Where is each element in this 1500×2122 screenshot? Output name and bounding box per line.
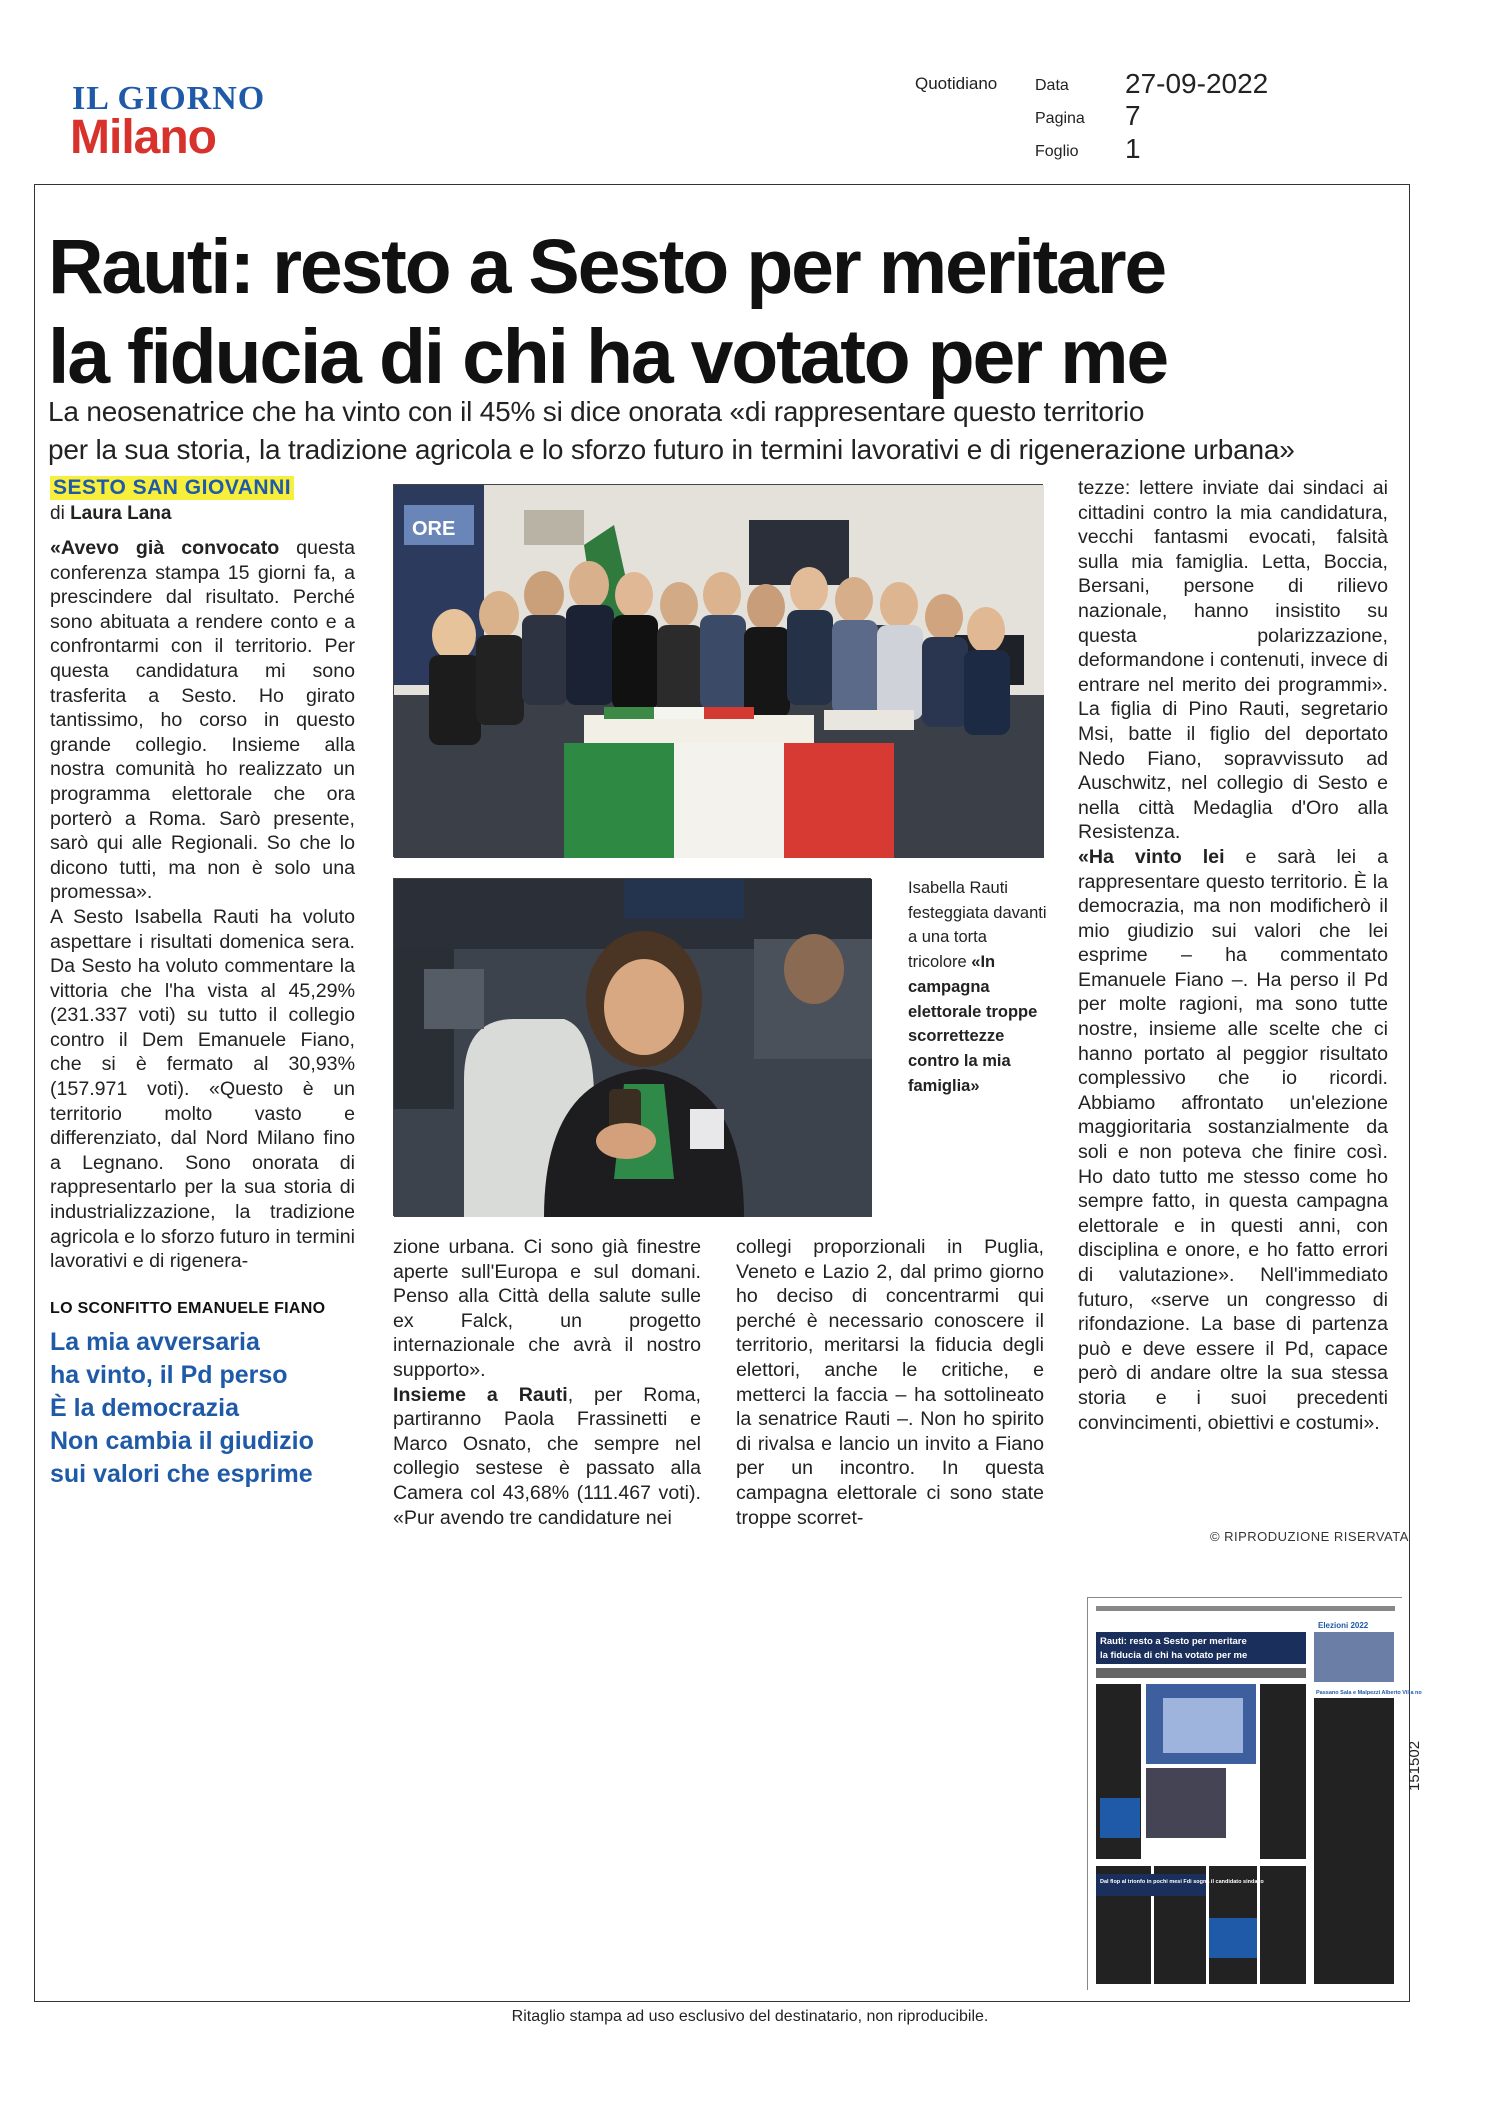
- article-column-1: [50, 536, 355, 1274]
- col1-lead: «Avevo già convocato: [50, 537, 280, 559]
- photo-celebration-illustration: [394, 485, 1044, 858]
- article-column-3: [736, 1235, 1044, 1530]
- col2-p2-text: , per Roma, partiranno Paola Frassinetti e Marco Osnato, che sempre nel collegio sestese è passato alla Camera col 43,68% (111.467 voti). «Pur avendo tre candidature nei: [393, 1383, 701, 1529]
- article-headline: [48, 222, 1408, 402]
- side-quote-line-3: È la democrazia: [50, 1394, 239, 1422]
- copyright-text: RIPRODUZIONE RISERVATA: [1224, 1529, 1409, 1544]
- col3-paragraph-1: collegi proporzionali in Puglia, Veneto e Lazio 2, dal primo giorno ho deciso di concentrarmi qui perché è necessario conoscere il territorio, meritarsi la fiducia degli elettori, anche le critiche, e metterci la faccia – ha sottolineato la senatrice Rauti –. Non ho spirito di rivalsa e lancio un invito a Fiano per un incontro. In questa campagna elettorale ci sono state troppe scorret-: [736, 1236, 1044, 1529]
- thumb-side-title: Passano Sala e Malpezzi Alberto Villa no: [1316, 1690, 1422, 1696]
- sheet-value: 1: [1125, 133, 1141, 164]
- copyright-symbol: ©: [1210, 1529, 1221, 1544]
- col1-paragraph-1: [50, 536, 355, 905]
- byline-author: Laura Lana: [70, 503, 172, 524]
- location-kicker: SESTO SAN GIOVANNI: [50, 476, 294, 500]
- col2-paragraph-2: [393, 1383, 701, 1531]
- side-quote-line-2: ha vinto, il Pd perso: [50, 1361, 288, 1389]
- masthead-il-giorno: IL GIORNO: [72, 80, 266, 117]
- thumb-section: Elezioni 2022: [1318, 1621, 1369, 1630]
- caption-quote: «In campagna elettorale troppe scorrettezze contro la mia famiglia»: [908, 953, 1038, 1095]
- col4-paragraph-2: [1078, 845, 1388, 1435]
- side-kicker: LO SCONFITTO EMANUELE FIANO: [50, 1300, 326, 1317]
- publication-type: Quotidiano: [915, 74, 998, 93]
- thumb-headline-1: Rauti: resto a Sesto per meritare: [1100, 1636, 1247, 1647]
- page-value: 7: [1125, 100, 1141, 131]
- photo-caption: [908, 876, 1048, 1098]
- side-pull-quote: [50, 1326, 370, 1491]
- col2-paragraph-1: zione urbana. Ci sono già finestre aperte sull'Europa e sul domani. Penso alla Città della salute sulle ex Falck, un progetto internazionale che avrà il nostro supporto».: [393, 1236, 701, 1381]
- headline-line-2: la fiducia di chi ha votato per me: [48, 314, 1167, 400]
- col1-paragraph-2: A Sesto Isabella Rauti ha voluto aspettare i risultati domenica sera. Da Sesto ha voluto commentare la vittoria che l'ha vista al 45,29% (231.337 voti) su tutto il collegio contro il Dem Emanuele Fiano, che si è fermato al 30,93% (157.971 voti). «Questo è un territorio molto vasto e differenziato, dal Nord Milano fino a Legnano. Sono onorata di rappresentarlo per la sua storia di industrializzazione, la tradizione agricola e lo sforzo futuro in termini lavorativi e di rigenera-: [50, 905, 355, 1273]
- byline: [50, 503, 171, 525]
- date-value: 27-09-2022: [1125, 68, 1269, 99]
- side-quote-line-1: La mia avversaria: [50, 1328, 260, 1356]
- col1-p1-text: questa conferenza stampa 15 giorni fa, a prescindere dal risultato. Perché sono abituata a rendere conto e a confrontarmi con il territorio. Per questa candidatura mi sono trasferita a Sesto. Ho girato tantissimo, ho corso in questo grande collegio. Insieme alla nostra comunità ho realizzato un programma elettorale che ora porterò a Roma. Sarò presente, sarò qui alle Regionali. So che lo dicono tutti, ma non è solo una promessa».: [50, 537, 355, 904]
- col4-paragraph-1: tezze: lettere inviate dai sindaci ai cittadini contro la mia candidatura, vecchi fantasmi evocati, falsità sulla mia famiglia. Letta, Boccia, Bersani, persone di rilievo nazionale, hanno insistito su questa polarizzazione, deformandone i contenuti, invece di entrare nel merito dei programmi». La figlia di Pino Rauti, segretario Msi, batte il figlio del deportato Nedo Fiano, sopravvissuto ad Auschwitz, nel collegio di Sesto e nella città Medaglia d'Oro alla Resistenza.: [1078, 477, 1388, 844]
- article-column-2: [393, 1235, 701, 1530]
- sheet-label: Foglio: [1035, 143, 1079, 160]
- side-quote-line-4: Non cambia il giudizio: [50, 1427, 314, 1455]
- wall-sign-text: ORE: [412, 518, 456, 540]
- col2-lead: Insieme a Rauti: [393, 1383, 568, 1406]
- photo-celebration-group: [393, 484, 1043, 857]
- subhead-line-2: per la sua storia, la tradizione agricola e lo sforzo futuro in termini lavorativi e di rigenerazione urbana»: [48, 434, 1295, 465]
- article-column-4: [1078, 476, 1388, 1435]
- photo-isabella-rauti-portrait: [393, 878, 871, 1216]
- subhead-line-1: La neosenatrice che ha vinto con il 45% si dice onorata «di rappresentare questo territorio: [48, 396, 1145, 427]
- thumb-headline-2: la fiducia di chi ha votato per me: [1100, 1650, 1248, 1661]
- photo-portrait-illustration: [394, 879, 872, 1217]
- caption-lead: Isabella Rauti festeggiata davanti a una torta tricolore: [908, 879, 1047, 972]
- article-subhead: [48, 393, 1408, 469]
- copyright-notice: [1210, 1529, 1409, 1544]
- footer-notice: Ritaglio stampa ad uso esclusivo del destinatario, non riproducibile.: [511, 2008, 989, 2025]
- col4-lead: «Ha vinto lei: [1078, 845, 1225, 868]
- headline-line-1: Rauti: resto a Sesto per meritare: [48, 224, 1166, 310]
- masthead-milano: Milano: [70, 111, 216, 164]
- thumb-bottom-title: Dal flop al trionfo in pochi mesi Fdi sogna il candidato sindaco: [1100, 1879, 1264, 1885]
- side-quote-line-5: sui valori che esprime: [50, 1460, 313, 1488]
- date-label: Data: [1035, 77, 1069, 94]
- byline-prefix: di: [50, 503, 65, 524]
- col4-p2-text: e sarà lei a rappresentare questo territorio. È la democrazia, ma non modificherò il mio giudizio sui valori che lei esprime – ha commentato Emanuele Fiano –. Ha perso il Pd per molte ragioni, ma sono tutte nostre, insieme alle scelte che ci hanno portato al peggior risultato complessivo che io ricordi. Abbiamo affrontato un'elezione maggioritaria sostanzialmente da soli e non poteva che finire così. Ho dato tutto me stesso come ho sempre fatto, in questa campagna elettorale e in questi anni, con disciplina e onore, e ho fatto errori di valutazione». Nell'immediato futuro, «serve un congresso di rifondazione. La base di partenza può e deve essere il Pd, capace però di andare oltre la sua stessa storia e i suoi precedenti convincimenti, obiettivi e costumi».: [1078, 845, 1388, 1434]
- document-code: 151502: [1406, 1740, 1423, 1791]
- page-label: Pagina: [1035, 110, 1085, 127]
